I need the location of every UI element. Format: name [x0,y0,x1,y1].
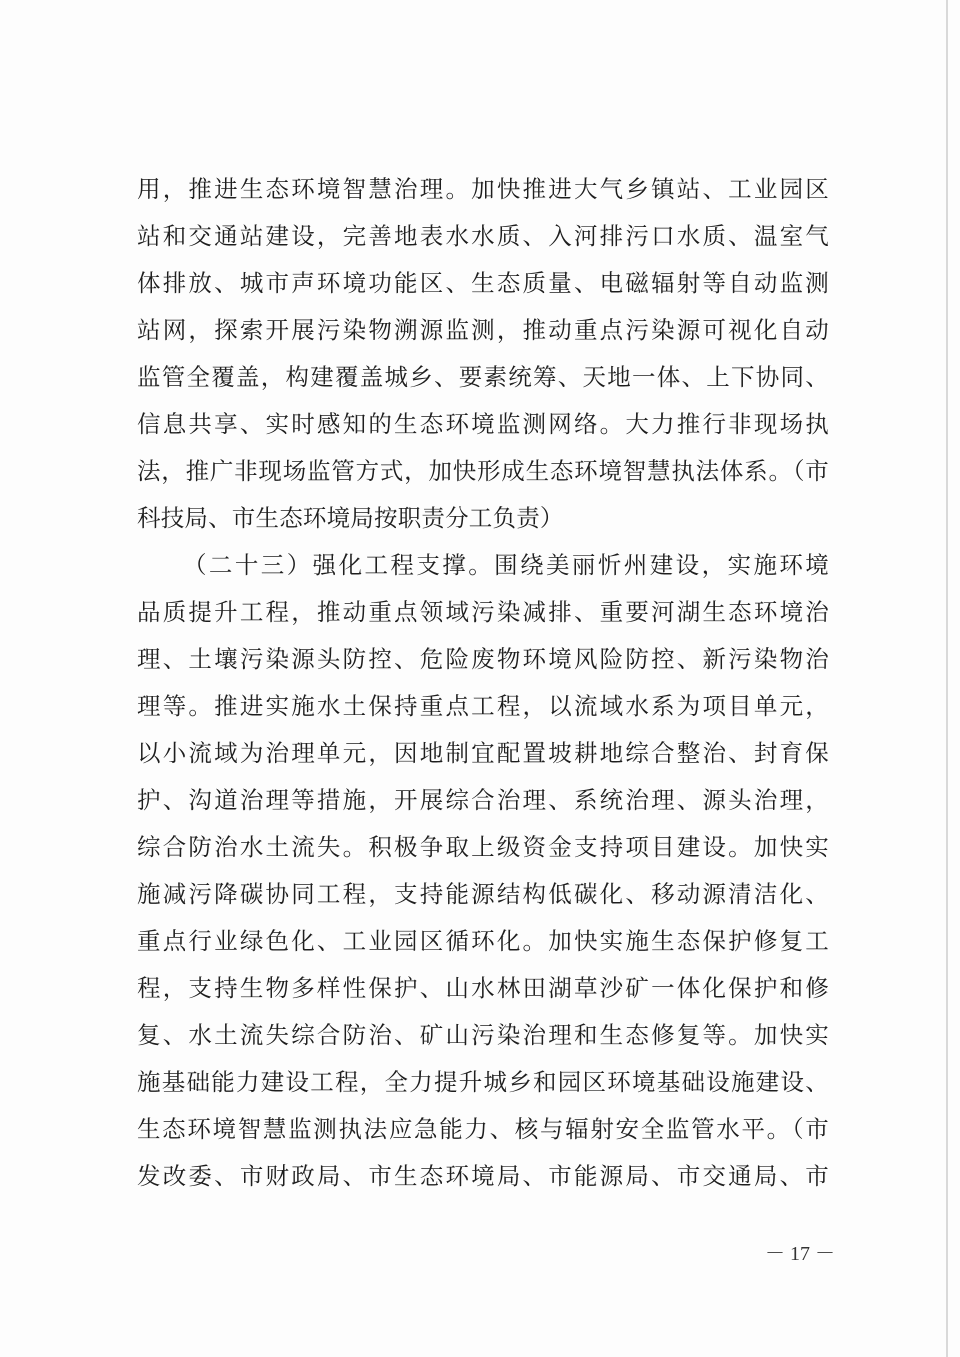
text-line: 程，支持生物多样性保护、山水林田湖草沙矿一体化保护和修 [137,974,829,1002]
text-line: 站网，探索开展污染物溯源监测，推动重点污染源可视化自动 [137,316,829,344]
text-line: 科技局、市生态环境局按职责分工负责） [137,504,564,532]
text-line: 以小流域为治理单元，因地制宜配置坡耕地综合整治、封育保 [137,739,829,767]
text-line: 监管全覆盖，构建覆盖城乡、要素统筹、天地一体、上下协同、 [137,363,829,391]
section-heading-line: （二十三）强化工程支撑。围绕美丽忻州建设，实施环境 [183,551,829,579]
text-line: 用，推进生态环境智慧治理。加快推进大气乡镇站、工业园区 [137,175,829,203]
text-line: 护、沟道治理等措施，开展综合治理、系统治理、源头治理， [137,786,829,814]
text-line: 法，推广非现场监管方式，加快形成生态环境智慧执法体系。（市 [137,457,829,485]
body-text [137,166,829,1200]
page-number: － 17 － [765,1243,835,1265]
text-line: 站和交通站建设，完善地表水水质、入河排污口水质、温室气 [137,222,829,250]
text-line: 品质提升工程，推动重点领域污染减排、重要河湖生态环境治 [137,598,829,626]
text-line: 理、土壤污染源头防控、危险废物环境风险防控、新污染物治 [137,645,829,673]
text-line: 理等。推进实施水土保持重点工程，以流域水系为项目单元， [137,692,829,720]
scan-edge-mark [946,0,948,1357]
text-line: 发改委、市财政局、市生态环境局、市能源局、市交通局、市 [137,1162,829,1190]
text-line: 施基础能力建设工程，全力提升城乡和园区环境基础设施建设、 [137,1068,829,1096]
text-line: 信息共享、实时感知的生态环境监测网络。大力推行非现场执 [137,410,829,438]
text-line: 综合防治水土流失。积极争取上级资金支持项目建设。加快实 [137,833,829,861]
text-line: 重点行业绿色化、工业园区循环化。加快实施生态保护修复工 [137,927,829,955]
text-line: 体排放、城市声环境功能区、生态质量、电磁辐射等自动监测 [137,269,829,297]
text-line: 复、水土流失综合防治、矿山污染治理和生态修复等。加快实 [137,1021,829,1049]
text-line: 施减污降碳协同工程，支持能源结构低碳化、移动源清洁化、 [137,880,829,908]
text-line: 生态环境智慧监测执法应急能力、核与辐射安全监管水平。（市 [137,1115,829,1143]
